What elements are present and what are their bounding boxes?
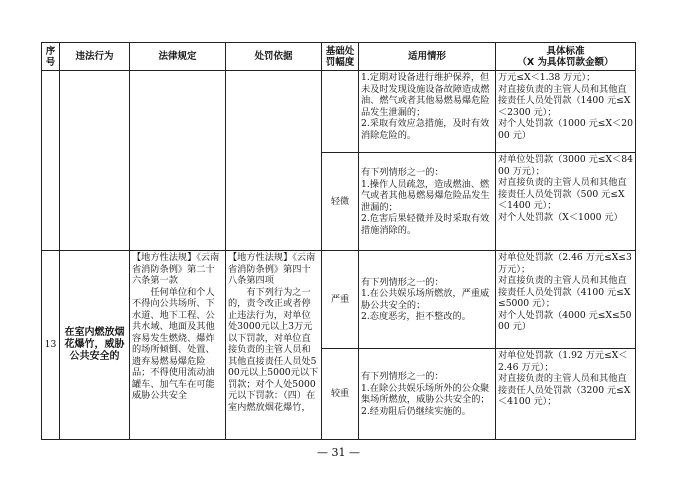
blank-degree-cell	[322, 71, 359, 153]
law-cell: 【地方性法规】《云南省消防条例》第二十六条第一款 任何单位和个人不得向公共场所、下水道、地下工程、公共水域、地面及其他容易发生燃烧、爆炸的场所倾倒、处置、遗弃易燃易爆危险品；不得使用流动油罐车、加气车在可能威胁公共安全	[130, 251, 226, 440]
page-number: — 31 —	[317, 446, 360, 459]
header-seq: 序 号	[42, 43, 60, 71]
standard-cell: 对单位处罚款（1.92 万元≤X＜2.46 万元）； 对直接负责的主管人员和其他直接责任人员处罚款（3200 元≤X＜4100 元）；	[496, 349, 636, 440]
header-degree: 基础处 罚幅度	[322, 43, 359, 71]
table-row	[42, 251, 636, 349]
header-standard: 具体标准 （X 为具体罚款金额）	[496, 43, 636, 71]
basis-cell: 【地方性法规】《云南省消防条例》第四十八条第四项 有下列行为之一的，责令改正或者停止违法行为，对单位处3000元以上3万元以下罚款，对单位直接负责的主管人员和其他直接责任人员处500元以上5000元以下罚款；对个人处5000元以下罚款：（四）在室内燃放烟花爆竹，	[226, 251, 322, 440]
circumstance-cell: 有下列情形之一的： 1.操作人员疏忽，造成燃油、燃气或者其他易燃易爆危险品发生泄漏的； 2.危害后果轻微并及时采取有效措施消除的。	[359, 153, 496, 251]
standard-cell: 万元≤X＜1.38 万元）； 对直接负责的主管人员和其他直接责任人员处罚款（1400 元≤X＜2300 元）； 对个人处罚款（1000 元≤X＜2000 元）	[496, 71, 636, 153]
degree-cell: 轻微	[322, 153, 359, 251]
standard-cell: 对单位处罚款（2.46 万元≤X≤3 万元）； 对直接负责的主管人员和其他直接责任人员处罚款（4100 元≤X≤5000 元）； 对个人处罚款（4000 元≤X≤5000 元）	[496, 251, 636, 349]
violation-cell: 在室内燃放烟花爆竹，威胁公共安全的	[60, 251, 130, 440]
circumstance-cell: 1.定期对设备进行维护保养，但未及时发现设施设备故障造成燃油、燃气或者其他易燃易爆危险品发生泄漏的； 2.采取有效应急措施，及时有效消除危险的。	[359, 71, 496, 153]
header-law: 法律规定	[130, 43, 226, 71]
circumstance-cell: 有下列情形之一的： 1.在公共娱乐场所燃放，严重威胁公共安全的； 2.态度恶劣，拒不整改的。	[359, 251, 496, 349]
table-row	[42, 71, 636, 153]
header-circumstance: 适用情形	[359, 43, 496, 71]
seq-cell: 13	[42, 251, 60, 440]
blank-basis-cell	[226, 71, 322, 251]
circumstance-cell: 有下列情形之一的： 1.在除公共娱乐场所外的公众聚集场所燃放，威胁公共安全的； 2.经劝阻后仍继续实施的。	[359, 349, 496, 440]
blank-violation-cell	[60, 71, 130, 251]
blank-seq-cell	[42, 71, 60, 251]
header-row	[42, 43, 636, 71]
degree-cell: 较重	[322, 349, 359, 440]
header-basis: 处罚依据	[226, 43, 322, 71]
degree-cell: 严重	[322, 251, 359, 349]
header-violation: 违法行为	[60, 43, 130, 71]
blank-law-cell	[130, 71, 226, 251]
penalty-standards-table	[41, 42, 636, 440]
standard-cell: 对单位处罚款（3000 元≤X＜8400 万元）； 对直接负责的主管人员和其他直接责任人员处罚款（500 元≤X＜1400 元）； 对个人处罚款（X＜1000 元）	[496, 153, 636, 251]
